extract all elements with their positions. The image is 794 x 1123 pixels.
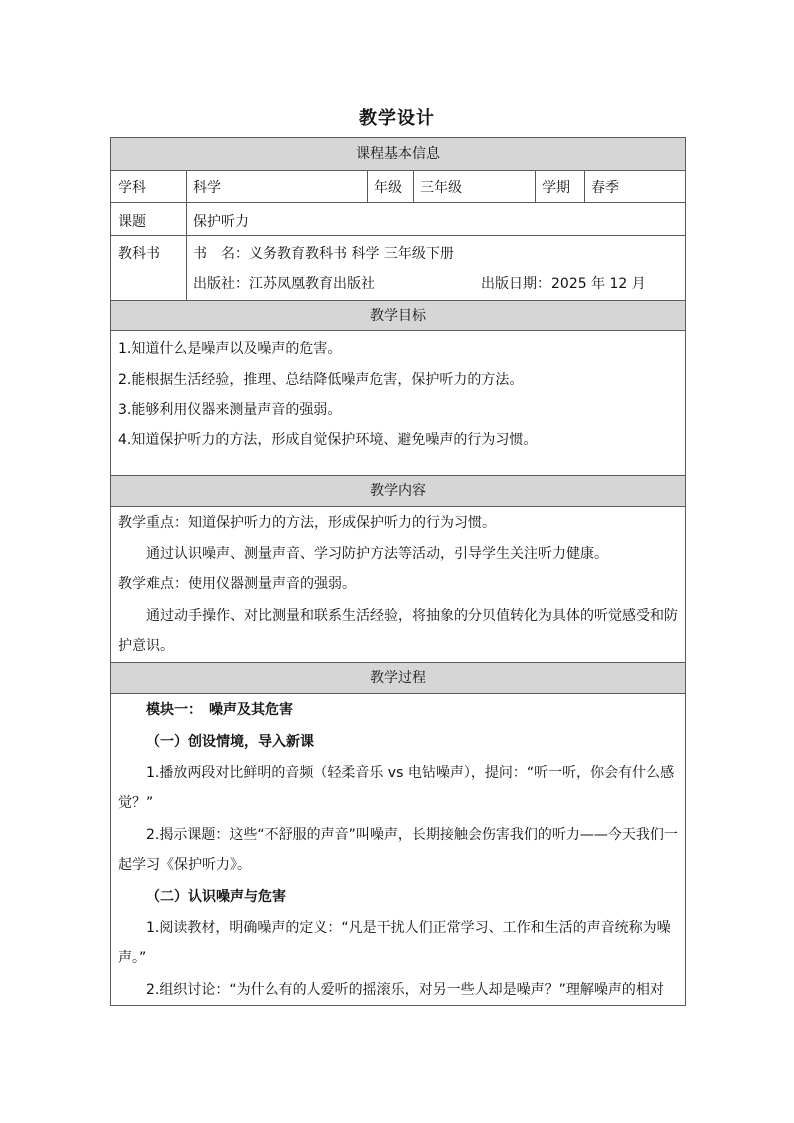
- goal-item: 4.知道保护听力的方法，形成自觉保护环境、避免噪声的行为习惯。: [118, 432, 538, 448]
- basic-info-header: 课程基本信息: [111, 138, 685, 171]
- difficulty-point: 教学难点：使用仪器测量声音的强弱。: [118, 576, 356, 592]
- term-label: 学期: [542, 180, 570, 196]
- step-paragraph: 1.播放两段对比鲜明的音频（轻柔音乐 vs 电钻噪声），提问：“听一听，你会有什么感觉？”: [118, 765, 675, 811]
- grade-label: 年级: [374, 180, 402, 196]
- key-point-detail: 通过认识噪声、测量声音、学习防护方法等活动，引导学生关注听力健康。: [146, 546, 608, 562]
- step-title: （二）认识噪声与危害: [146, 889, 286, 905]
- content-header: 教学内容: [111, 476, 685, 507]
- subject-value: 科学: [193, 180, 221, 196]
- step-title: （一）创设情境，导入新课: [146, 734, 314, 750]
- goal-item: 1.知道什么是噪声以及噪声的危害。: [118, 341, 342, 357]
- column-divider: [413, 171, 414, 202]
- document-title: 教学设计: [359, 108, 435, 129]
- key-point: 教学重点：知道保护听力的方法，形成保护听力的行为习惯。: [118, 515, 496, 531]
- goal-item: 2.能根据生活经验，推理、总结降低噪声危害，保护听力的方法。: [118, 372, 524, 388]
- goals-header: 教学目标: [111, 301, 685, 331]
- step-paragraph: 2.组织讨论：“为什么有的人爱听的摇滚乐，对另一些人却是噪声？”理解噪声的相对: [146, 982, 664, 998]
- row-divider: [111, 235, 685, 236]
- textbook-publisher: 出版社：江苏凤凰教育出版社: [193, 276, 375, 292]
- grade-value: 三年级: [420, 180, 462, 196]
- module-title: 模块一： 噪声及其危害: [146, 702, 293, 718]
- step-paragraph: 2.揭示课题：这些“不舒服的声音”叫噪声，长期接触会伤害我们的听力——今天我们一起学习《保护听力》。: [118, 827, 678, 873]
- topic-value: 保护听力: [193, 214, 249, 230]
- subject-label: 学科: [118, 180, 146, 196]
- column-divider: [535, 171, 536, 202]
- textbook-label: 教科书: [118, 246, 160, 262]
- lesson-plan-table: [110, 137, 686, 1006]
- row-divider: [111, 202, 685, 203]
- column-divider: [584, 171, 585, 202]
- textbook-name: 书 名：义务教育教科书 科学 三年级下册: [193, 246, 454, 262]
- column-divider: [367, 171, 368, 202]
- process-header: 教学过程: [111, 663, 685, 694]
- textbook-publish-date: 出版日期：2025 年 12 月: [481, 276, 646, 292]
- topic-label: 课题: [118, 214, 146, 230]
- difficulty-detail: 通过动手操作、对比测量和联系生活经验，将抽象的分贝值转化为具体的听觉感受和防护意识。: [118, 608, 678, 654]
- step-paragraph: 1.阅读教材，明确噪声的定义：“凡是干扰人们正常学习、工作和生活的声音统称为噪声。”: [118, 920, 671, 966]
- goal-item: 3.能够利用仪器来测量声音的强弱。: [118, 402, 342, 418]
- term-value: 春季: [591, 180, 619, 196]
